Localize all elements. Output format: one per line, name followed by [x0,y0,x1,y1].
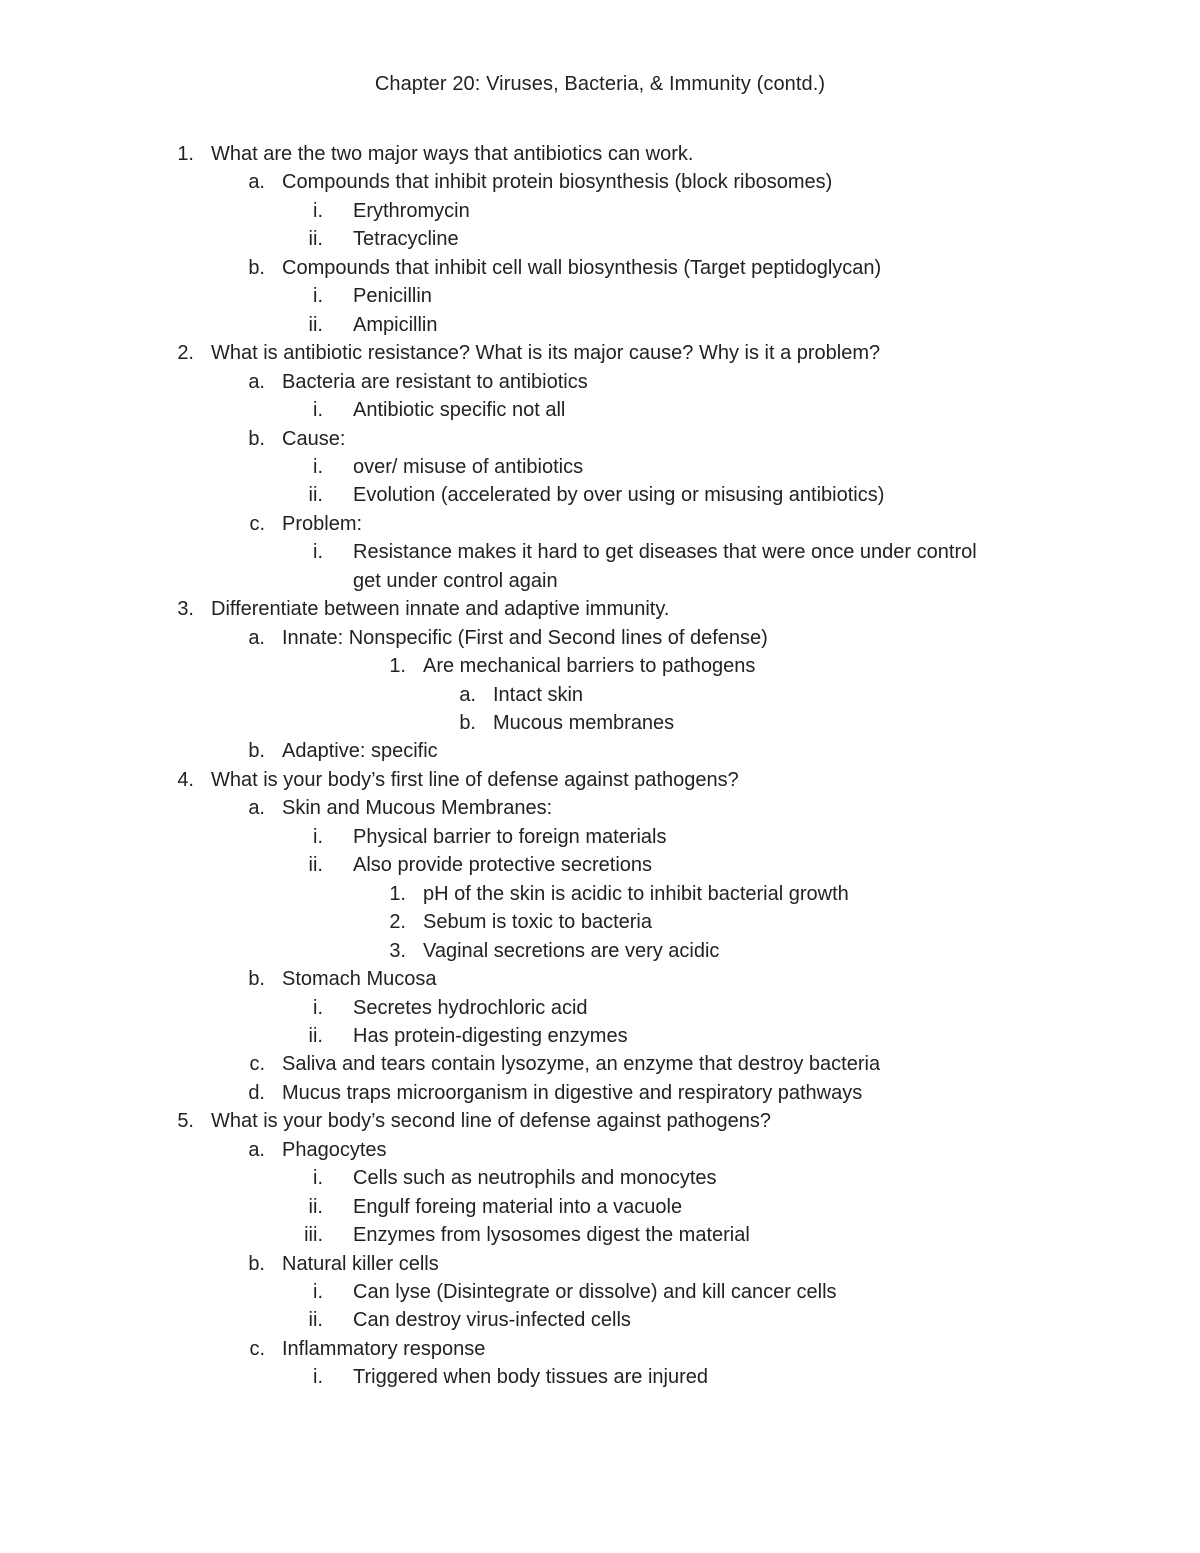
outline-text: Mucus traps microorganism in digestive and respiratory pathways [282,1081,863,1104]
outline-item [0,425,1200,453]
outline-marker: 2. [177,342,194,365]
outline-text: Adaptive: specific [282,740,438,763]
outline-marker: 2. [389,911,406,934]
outline-marker: 3. [177,598,194,621]
outline-text: Has protein-digesting enzymes [353,1024,628,1047]
outline-item [0,766,1200,794]
outline-text: Physical barrier to foreign materials [353,825,667,848]
outline-item [0,737,1200,765]
outline-marker: i. [313,1281,323,1303]
outline-text: Compounds that inhibit cell wall biosynthesis (Target peptidoglycan) [282,256,882,279]
outline-text: What is antibiotic resistance? What is its major cause? Why is it a problem? [211,342,881,365]
outline-text: Secretes hydrochloric acid [353,996,588,1019]
outline-marker: b. [248,256,265,279]
outline-item [0,595,1200,623]
outline-text: over/ misuse of antibiotics [353,455,584,478]
outline-item [0,254,1200,282]
outline-item [0,851,1200,879]
outline-text: Bacteria are resistant to antibiotics [282,370,588,393]
outline-item [0,709,1200,737]
outline-text: Erythromycin [353,199,470,222]
outline-marker: i. [313,1366,323,1389]
outline-item [0,1107,1200,1135]
outline-text: Evolution (accelerated by over using or misusing antibiotics) [353,484,885,507]
outline-text: Vaginal secretions are very acidic [423,939,720,962]
outline-text: Inflammatory response [282,1337,486,1360]
outline-item [0,1050,1200,1078]
outline-text: pH of the skin is acidic to inhibit bacterial growth [423,882,849,905]
outline-item [0,652,1200,680]
outline-text: Innate: Nonspecific (First and Second lines of defense) [282,626,768,649]
outline-text: Enzymes from lysosomes digest the material [353,1224,750,1247]
outline-text: Skin and Mucous Membranes: [282,797,553,820]
outline-marker: 3. [389,939,406,962]
outline-text: Intact skin [493,683,584,706]
outline-marker: c. [249,1337,265,1360]
outline-marker: 1. [177,143,194,165]
outline-text: What is your body’s second line of defense against pathogens? [211,1110,771,1133]
outline-text: Tetracycline [353,228,459,251]
outline-marker: a. [248,370,265,393]
outline-marker: ii. [308,484,323,507]
outline-item [0,624,1200,652]
outline-marker: iii. [304,1224,323,1247]
outline-item [0,1221,1200,1249]
outline-marker: ii. [308,854,323,877]
outline-marker: b. [248,1252,265,1275]
outline-item [0,1335,1200,1363]
outline-text: Saliva and tears contain lysozyme, an enzyme that destroy bacteria [282,1053,881,1076]
outline-marker: b. [248,740,265,763]
outline-text: Compounds that inhibit protein biosynthesis (block ribosomes) [282,171,833,194]
outline-marker: b. [248,968,265,991]
outline-text: Resistance makes it hard to get diseases that were once under control [353,541,977,564]
outline-marker: d. [248,1081,265,1104]
outline-text: Also provide protective secretions [353,854,653,877]
outline-text: Ampicillin [353,313,438,336]
outline-marker: ii. [308,228,323,251]
outline-item [0,1250,1200,1278]
outline-item [0,994,1200,1022]
outline-item [0,282,1200,310]
outline-text: Triggered when body tissues are injured [353,1366,709,1389]
outline-marker: a. [248,797,265,820]
outline-item [0,1278,1200,1306]
outline-text: Mucous membranes [493,712,675,734]
outline-item [0,339,1200,367]
outline-text: Sebum is toxic to bacteria [423,911,652,934]
outline-text: Problem: [282,512,363,535]
outline-item [0,965,1200,993]
outline-text: Cause: [282,427,346,450]
outline-item [0,481,1200,509]
outline-text: Cells such as neutrophils and monocytes [353,1167,717,1190]
outline-marker: i. [313,455,323,478]
outline-marker: i. [313,541,323,564]
outline-item [0,823,1200,851]
outline-item [0,1363,1200,1391]
outline-item [0,368,1200,396]
outline-marker: a. [459,683,476,706]
outline-marker: 1. [389,882,406,905]
outline-text: What is your body’s first line of defense against pathogens? [211,768,739,791]
outline-marker: a. [248,171,265,194]
outline-item [0,197,1200,225]
outline-marker: ii. [308,313,323,336]
outline-text: get under control again [353,569,558,592]
outline-item [0,681,1200,709]
outline-marker: a. [248,626,265,649]
outline-item [0,538,1200,566]
outline-item [0,1164,1200,1192]
outline-text: Natural killer cells [282,1252,439,1275]
outline-text: Can lyse (Disintegrate or dissolve) and kill cancer cells [353,1281,837,1303]
outline-text: Can destroy virus-infected cells [353,1309,631,1332]
outline-marker: ii. [308,1195,323,1218]
outline-item [0,937,1200,965]
outline-marker: a. [248,1138,265,1161]
outline-marker: 4. [177,768,194,791]
outline-marker: i. [313,996,323,1019]
outline-item [0,1193,1200,1221]
outline-marker: c. [249,512,265,535]
outline-text: Differentiate between innate and adaptive immunity. [211,598,670,621]
outline-marker: i. [313,399,323,422]
outline-text: Stomach Mucosa [282,968,437,991]
outline-item [0,794,1200,822]
outline-text: Penicillin [353,285,432,308]
outline-marker: ii. [308,1024,323,1047]
outline-text: Engulf foreing material into a vacuole [353,1195,683,1218]
outline-text: Phagocytes [282,1138,387,1161]
outline-marker: 5. [177,1110,194,1133]
outline-item [0,908,1200,936]
outline-text: Are mechanical barriers to pathogens [423,655,756,678]
outline-item [0,168,1200,196]
outline-marker: i. [313,1167,323,1190]
outline-marker: b. [248,427,265,450]
document-title: Chapter 20: Viruses, Bacteria, & Immunity (contd.) [374,73,826,95]
outline-item [0,1079,1200,1107]
outline-item [0,1136,1200,1164]
outline-marker: ii. [308,1309,323,1332]
outline-marker: i. [313,285,323,308]
outline-item [0,880,1200,908]
outline-marker: i. [313,825,323,848]
outline-marker: i. [313,199,323,222]
outline-marker: c. [249,1053,265,1076]
outline-text: Antibiotic specific not all [353,399,566,422]
outline-item [0,140,1200,168]
outline-marker: 1. [389,655,406,678]
outline-text: What are the two major ways that antibiotics can work. [211,143,694,165]
outline-item [0,311,1200,339]
outline-item [0,567,1200,595]
outline-item [0,1022,1200,1050]
outline-item [0,1306,1200,1334]
outline-item [0,453,1200,481]
outline-item [0,510,1200,538]
outline-item [0,225,1200,253]
outline-marker: b. [459,712,476,734]
outline-item [0,396,1200,424]
